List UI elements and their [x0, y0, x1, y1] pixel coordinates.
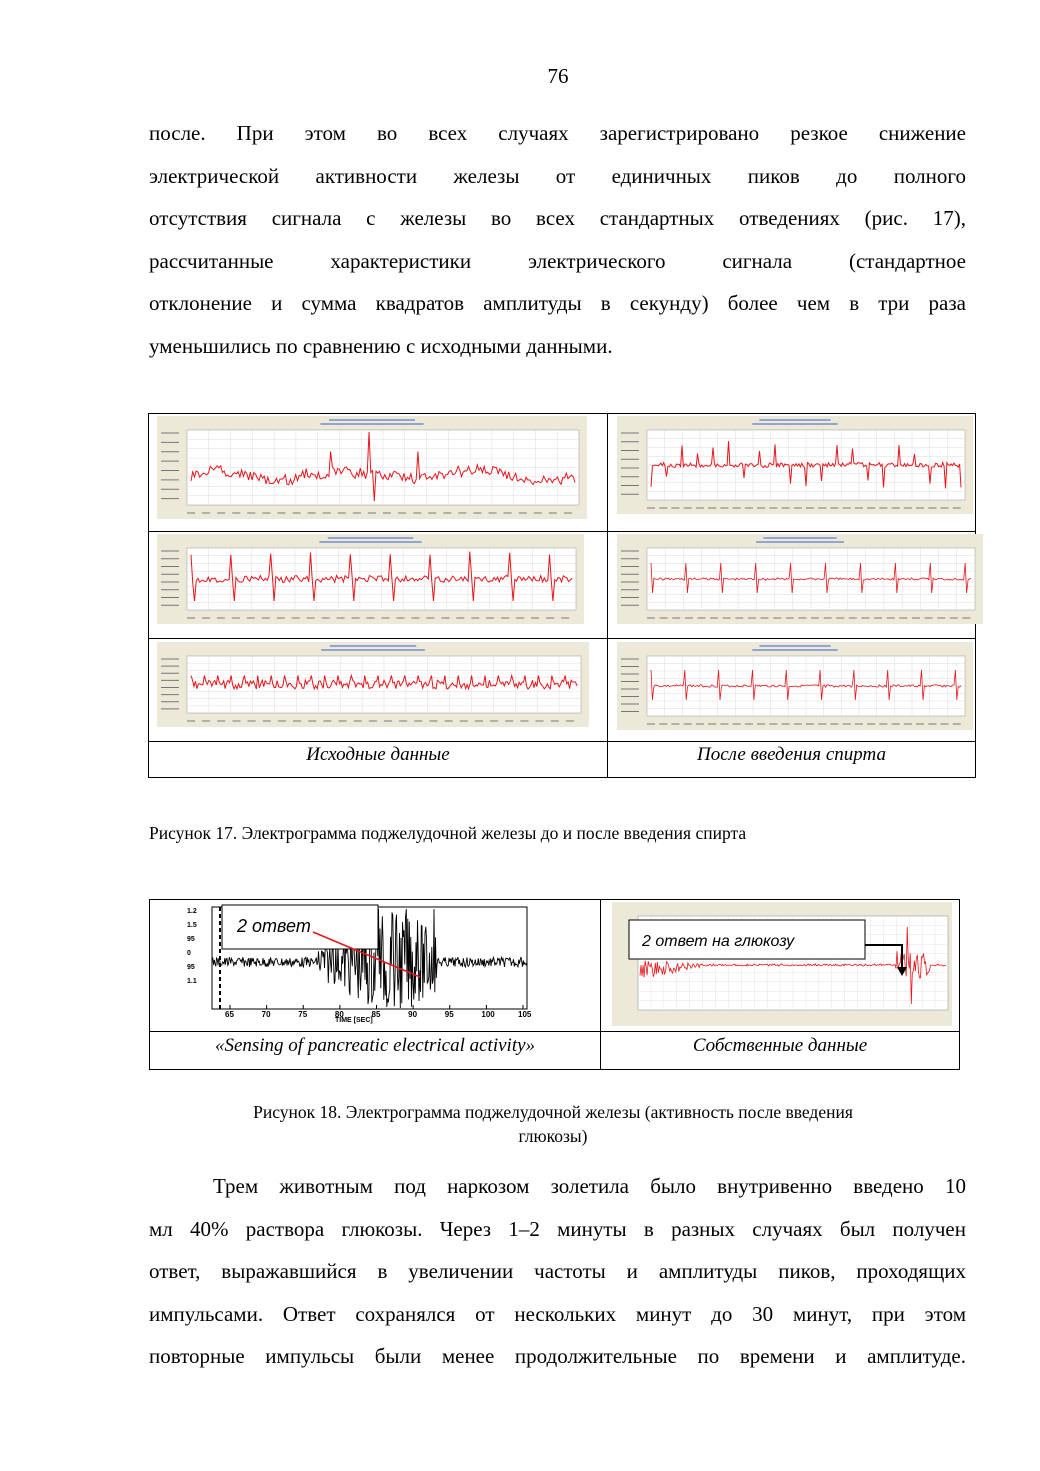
paragraph-line: рассчитанные характеристики электрического сигнала (стандартное	[149, 248, 966, 273]
own-data-electrogram	[612, 902, 952, 1026]
x-tick-label: 95	[444, 1010, 454, 1019]
x-tick-label: 70	[261, 1010, 271, 1019]
electrogram-panel	[617, 416, 973, 514]
x-tick-label: 65	[225, 1010, 234, 1019]
paragraph-line: отклонение и сумма квадратов амплитуды в секунду) более чем в три раза	[149, 291, 966, 316]
row-divider	[149, 638, 975, 639]
paragraph-2	[149, 1165, 966, 1378]
figure-18-caption	[0, 1100, 1040, 1148]
y-tick-label: 95	[187, 964, 195, 971]
electrogram-panel	[157, 534, 584, 624]
row-divider	[149, 741, 975, 742]
column-label-right: После введения спирта	[697, 744, 886, 765]
x-tick-label: 85	[371, 1010, 381, 1019]
figure-18-table	[149, 899, 960, 1070]
x-tick-label: 75	[298, 1010, 308, 1019]
callout-label: 2 ответ	[237, 916, 311, 936]
own-data-label: Собственные данные	[692, 1035, 868, 1056]
y-tick-label: 0	[187, 950, 191, 957]
y-tick-label: 1.5	[187, 922, 197, 929]
paragraph-line: уменьшились по сравнению с исходными данными.	[149, 333, 613, 358]
paragraph-line: Трем животным под наркозом золетила было внутривенно введено 10	[213, 1174, 966, 1198]
paragraph-line: отсутствия сигнала с железы во всех стандартных отведениях (рис. 17),	[149, 206, 966, 231]
paragraph-line: электрической активности железы от единичных пиков до полного	[149, 163, 966, 188]
column-label-left: Исходные данные	[306, 744, 450, 765]
page-number: 76	[547, 64, 569, 88]
row-divider	[150, 1031, 959, 1032]
electrogram-panel	[617, 534, 983, 624]
y-tick-label: 1.2	[187, 908, 197, 915]
electrogram-panel	[617, 642, 973, 730]
figure-17-table	[148, 413, 976, 778]
column-divider	[607, 414, 608, 777]
reference-label: «Sensing of pancreatic electrical activity»	[214, 1035, 536, 1056]
paragraph-line: ответ, выражавшийся в увеличении частоты и амплитуды пиков, проходящих	[149, 1259, 966, 1284]
caption-line: глюкозы)	[518, 1126, 588, 1146]
electrogram-panel	[157, 416, 587, 519]
x-tick-label: 80	[334, 1010, 344, 1019]
x-axis-label: TIME [SEC]	[335, 1017, 373, 1024]
y-tick-label: 95	[187, 936, 195, 943]
caption-line: Рисунок 18. Электрограмма поджелудочной железы (активность после введения	[253, 1102, 853, 1122]
callout-label: 2 ответ на глюкозу	[642, 933, 795, 950]
y-tick-label: 1.1	[187, 978, 197, 985]
x-tick-label: 105	[518, 1010, 532, 1019]
paragraph-line: импульсами. Ответ сохранялся от нескольких минут до 30 минут, при этом	[149, 1301, 966, 1326]
paragraph-line: после. При этом во всех случаях зарегистрировано резкое снижение	[149, 121, 966, 145]
figure-17-caption: Рисунок 17. Электрограмма поджелудочной железы до и после введения спирта	[149, 823, 747, 843]
electrogram-panel	[157, 642, 589, 727]
row-divider	[149, 531, 975, 532]
x-tick-label: 90	[408, 1010, 418, 1019]
paragraph-line: мл 40% раствора глюкозы. Через 1–2 минуты в разных случаях был получен	[149, 1216, 966, 1241]
paragraph-1	[149, 112, 966, 368]
reference-electrogram	[175, 902, 595, 1028]
x-tick-label: 100	[481, 1010, 495, 1019]
paragraph-line: повторные импульсы были менее продолжительные по времени и амплитуде.	[149, 1344, 966, 1369]
